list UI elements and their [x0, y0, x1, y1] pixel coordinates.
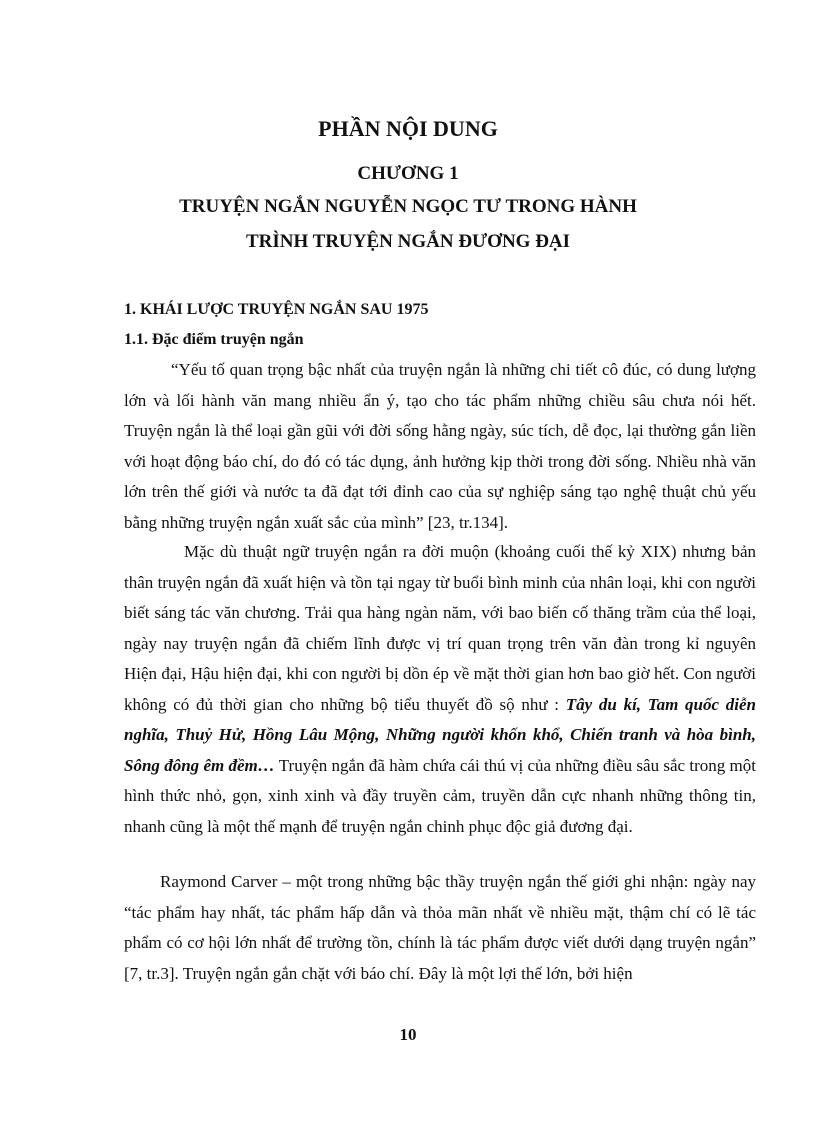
paragraph-history-works: Tây du kí, Tam quốc diễn nghĩa, Thuỷ Hử, Hồng Lâu Mộng, Những người khốn khổ, Chiến tranh và hòa bình, Sông đông êm đềm… — [124, 694, 756, 775]
paragraph-quote-definition: “Yếu tố quan trọng bậc nhất của truyện ngắn là những chi tiết cô đúc, có dung lượng lớn và lối hành văn mang nhiều ẩn ý, tạo cho tác phẩm những chiều sâu chưa nói hết. Truyện ngắn là thể loại gần gũi với đời sống hằng ngày, súc tích, dễ đọc, lại thường gắn liền với hoạt động báo chí, do đó có tác dụng, ảnh hưởng kịp thời trong đời sống. Nhiều nhà văn lớn trên thế giới và nước ta đã đạt tới đỉnh cao của sự nghiệp sáng tạo nghệ thuật chủ yếu bằng những truyện ngắn xuất sắc của mình” [23, tr.134]. — [124, 360, 756, 532]
paragraph-history-start: Mặc dù thuật ngữ truyện ngắn ra đời muộn (khoảng cuối thế kỷ XIX) nhưng bản thân truyện ngắn đã xuất hiện và tồn tại ngay từ buổi bình minh của nhân loại, khi con người biết sáng tác văn chương. Trải qua hàng ngàn năm, với bao biến cố thăng trầm của thể loại, ngày nay truyện ngắn đã chiếm lĩnh được vị trí quan trọng trên văn đàn trong kỉ nguyên Hiện đại, Hậu hiện đại, khi con người bị dồn ép về mặt thời gian hơn bao giờ hết. Con người không có đủ thời gian cho những bộ tiểu thuyết đồ sộ như : — [124, 542, 756, 714]
page-number: 10 — [399, 1025, 417, 1044]
chapter-title-line-2: TRÌNH TRUYỆN NGẮN ĐƯƠNG ĐẠI — [245, 231, 571, 252]
paragraph-history-end: Truyện ngắn đã hàm chứa cái thú vị của những điều sâu sắc trong một hình thức nhỏ, gọn, xinh xinh và đầy truyền cảm, truyền dẫn cực nhanh những thông tin, nhanh cũng là một thế mạnh để truyện ngắn chinh phục độc giả đương đại. — [124, 755, 756, 836]
subsection-heading: 1.1. Đặc điểm truyện ngắn — [124, 331, 304, 348]
chapter-title-line-1: TRUYỆN NGẮN NGUYỄN NGỌC TƯ TRONG HÀNH — [179, 196, 637, 217]
chapter-number: CHƯƠNG 1 — [357, 163, 459, 184]
section-heading: 1. KHÁI LƯỢC TRUYỆN NGẮN SAU 1975 — [124, 301, 429, 318]
paragraph-carver: Raymond Carver – một trong những bậc thầy truyện ngắn thế giới ghi nhận: ngày nay “tác phẩm hay nhất, tác phẩm hấp dẫn và thỏa mãn nhất về nhiều mặt, thậm chí có lẽ tác phẩm có cơ hội lớn nhất để trường tồn, chính là tác phẩm được viết dưới dạng truyện ngắn” [7, tr.3]. Truyện ngắn gắn chặt với báo chí. Đây là một lợi thế lớn, bởi hiện — [124, 872, 756, 983]
paragraph-history — [124, 537, 756, 842]
part-title: PHẦN NỘI DUNG — [318, 116, 498, 141]
